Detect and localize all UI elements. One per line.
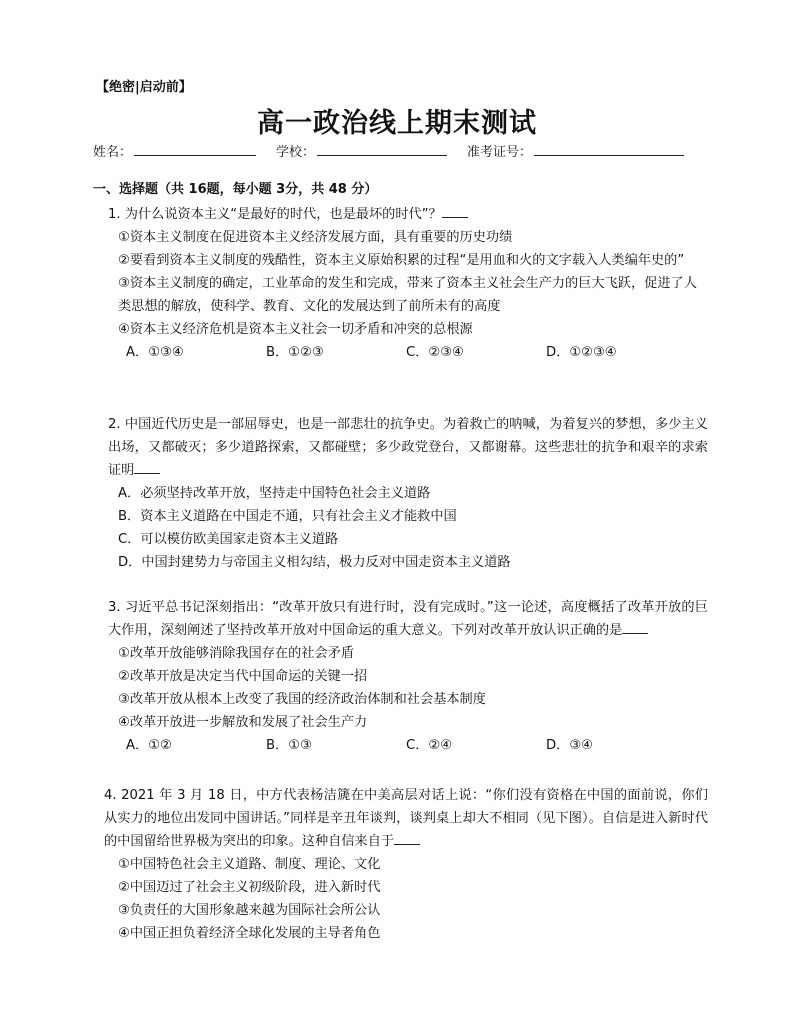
question-stem: 4. 2021 年 3 月 18 日，中方代表杨洁篪在中美高层对话上说：“你们没有资格在中国的面前说，你们从实力的地位出发同中国讲话。”同样是辛丑年谈判，谈判桌上却大不相同（见下图）。自信是进入新时代的中国留给世界极为突出的印象。这种自信来自于 bbox=[104, 788, 708, 849]
choice-row bbox=[108, 734, 708, 757]
choice-b: B．①③ bbox=[266, 738, 312, 753]
exam-id-field[interactable] bbox=[467, 141, 684, 160]
choice-row bbox=[108, 341, 708, 364]
question-2 bbox=[108, 413, 708, 574]
statement: ②改革开放是决定当代中国命运的关键一招 bbox=[118, 669, 368, 684]
option-b: B．资本主义道路在中国走不通，只有社会主义才能救中国 bbox=[118, 509, 457, 524]
statement: ④改革开放进一步解放和发展了社会生产力 bbox=[118, 715, 368, 730]
question-3 bbox=[108, 596, 708, 757]
school-label: 学校： bbox=[276, 145, 316, 160]
statement: ②中国迈过了社会主义初级阶段，进入新时代 bbox=[118, 880, 381, 895]
option-c: C．可以模仿欧美国家走资本主义道路 bbox=[118, 532, 339, 547]
choice-d: D．③④ bbox=[546, 738, 593, 753]
answer-blank bbox=[134, 461, 160, 474]
name-line[interactable] bbox=[134, 143, 256, 156]
statement: ④资本主义经济危机是资本主义社会一切矛盾和冲突的总根源 bbox=[118, 322, 473, 337]
question-4 bbox=[104, 784, 708, 945]
exam-id-line[interactable] bbox=[534, 143, 684, 156]
answer-blank bbox=[442, 205, 468, 218]
statement: ②要看到资本主义制度的残酷性，资本主义原始积累的过程“是用血和火的文字载入人类编年史的” bbox=[118, 253, 685, 268]
secret-tag: 【绝密|启动前】 bbox=[96, 80, 192, 95]
statement: ③负责任的大国形象越来越为国际社会所公认 bbox=[118, 903, 381, 918]
question-1 bbox=[108, 203, 708, 364]
statement: ③资本主义制度的确定，工业革命的发生和完成，带来了资本主义社会生产力的巨大飞跃，促进了人类思想的解放，使科学、教育、文化的发展达到了前所未有的高度 bbox=[118, 276, 697, 314]
question-stem: 1. 为什么说资本主义“是最好的时代，也是最坏的时代”？ bbox=[108, 203, 708, 226]
exam-id-label: 准考证号： bbox=[467, 145, 533, 160]
exam-title: 高一政治线上期末测试 bbox=[257, 108, 537, 139]
choice-d: D．①②③④ bbox=[546, 345, 617, 360]
choice-b: B．①②③ bbox=[266, 345, 324, 360]
choice-a: A．①② bbox=[126, 738, 172, 753]
choice-c: C．②④ bbox=[406, 738, 453, 753]
option-d: D．中国封建势力与帝国主义相勾结，极力反对中国走资本主义道路 bbox=[118, 555, 511, 570]
name-field[interactable] bbox=[93, 141, 256, 160]
statement: ①改革开放能够消除我国存在的社会矛盾 bbox=[118, 646, 355, 661]
option-a: A．必须坚持改革开放，坚持走中国特色社会主义道路 bbox=[118, 486, 431, 501]
answer-blank bbox=[394, 832, 420, 845]
question-stem: 2. 中国近代历史是一部屈辱史，也是一部悲壮的抗争史。为着救亡的呐喊，为着复兴的梦想，多少主义出场，又都破灭；多少道路探索，又都碰壁；多少政党登台，又都谢幕。这些悲壮的抗争和艰辛的求索证明 bbox=[108, 417, 708, 478]
question-stem: 3. 习近平总书记深刻指出：“改革开放只有进行时，没有完成时。”这一论述，高度概括了改革开放的巨大作用，深刻阐述了坚持改革开放对中国命运的重大意义。下列对改革开放认识正确的是 bbox=[108, 600, 708, 638]
statement: ①资本主义制度在促进资本主义经济发展方面，具有重要的历史功绩 bbox=[118, 230, 513, 245]
school-line[interactable] bbox=[317, 143, 447, 156]
statement: ①中国特色社会主义道路、制度、理论、文化 bbox=[118, 857, 381, 872]
answer-blank bbox=[622, 621, 648, 634]
section-heading: 一、选择题（共 16题，每小题 3分，共 48 分） bbox=[93, 182, 378, 197]
choice-c: C．②③④ bbox=[406, 345, 464, 360]
statement: ③改革开放从根本上改变了我国的经济政治体制和社会基本制度 bbox=[118, 692, 486, 707]
name-label: 姓名： bbox=[93, 145, 133, 160]
school-field[interactable] bbox=[276, 141, 447, 160]
choice-a: A．①③④ bbox=[126, 345, 184, 360]
statement: ④中国正担负着经济全球化发展的主导者角色 bbox=[118, 926, 381, 941]
